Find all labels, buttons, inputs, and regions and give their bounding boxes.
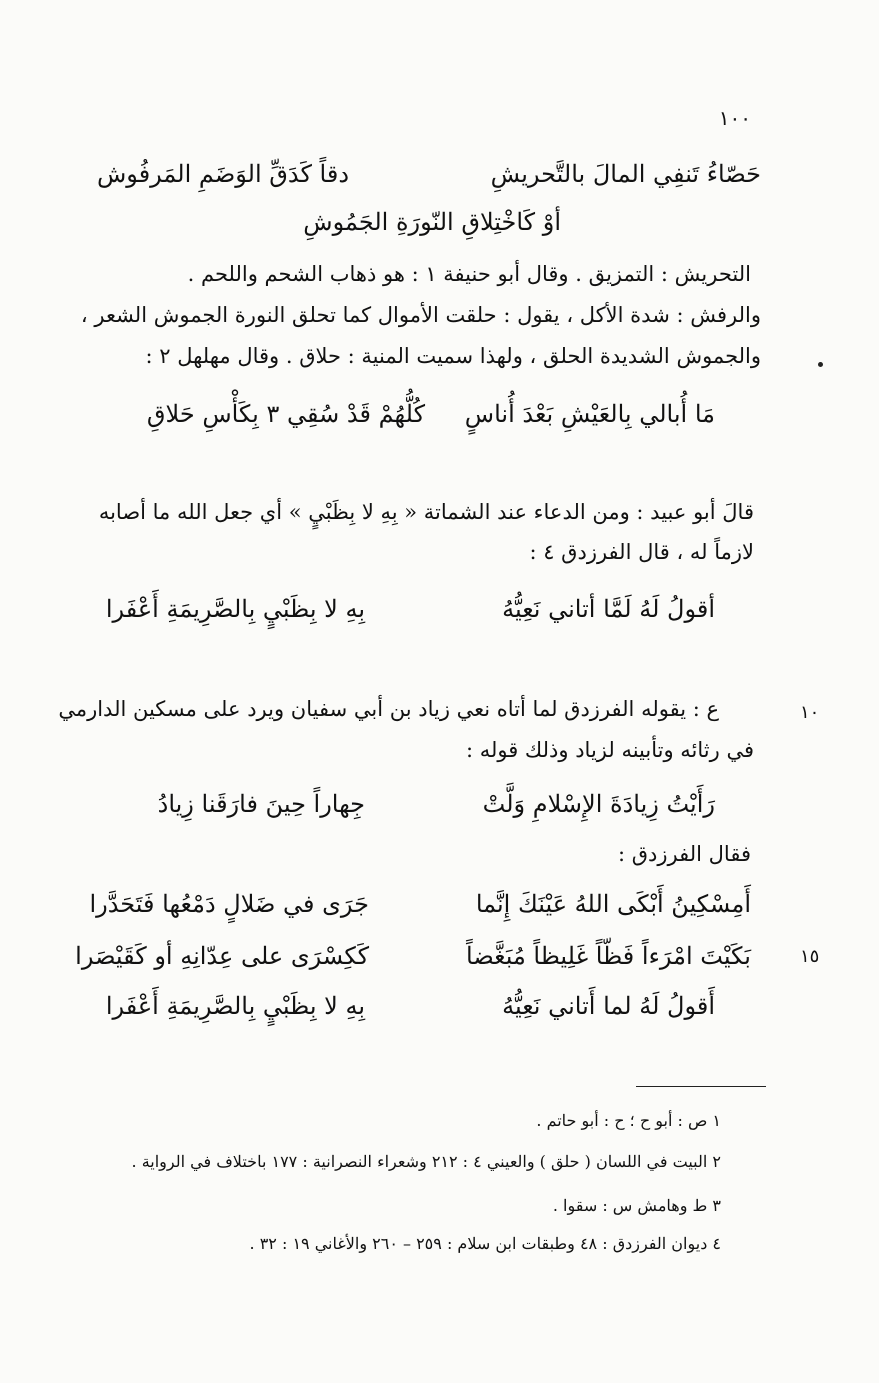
prose3-line1: ع : يقوله الفرزدق لما أتاه نعي زياد بن أبي سفيان ويرد على مسكين الدارمي [58,697,719,721]
footnote-1: ١ ص : أبو ح ؛ ح : أبو حاتم . [536,1111,721,1130]
prose1-line2: والرفش : شدة الأكل ، يقول : حلقت الأموال كما تحلق النورة الجموش الشعر ، [80,303,761,327]
verse5-3-left-hemistich: بِهِ لا بِظَبْيٍ بِالصَّرِيمَةِ أَعْفَرا [105,992,365,1020]
verse2-right-hemistich: مَا أُبالي بِالعَيْشِ بَعْدَ أُناسٍ [464,400,715,428]
verse5-1-left-hemistich: جَرَى في ضَلالٍ دَمْعُها فَتَحَدَّرا [89,890,369,918]
verse3-left-hemistich: بِهِ لا بِظَبْيٍ بِالصَّرِيمَةِ أَعْفَرا [105,595,365,623]
verse4-left-hemistich: جِهاراً حِينَ فارَقَنا زِيادُ [157,790,365,818]
verse5-2-right-hemistich: بَكَيْتَ امْرَءاً فَظّاً غَلِيظاً مُبَغَّضاً [466,942,751,970]
verse1-right-hemistich: حَصّاءُ تَنفِي المالَ بالتَّحريشِ [490,160,761,188]
footnote-3: ٣ ط وهامش س : سقوا . [552,1196,721,1215]
prose3-line2: في رثائه وتأبينه لزياد وذلك قوله : [465,738,754,762]
prose2-line2: لازماً له ، قال الفرزدق ٤ : [529,540,754,564]
verse4-right-hemistich: رَأَيْتُ زِيادَةَ الإِسْلامِ وَلَّتْ [482,790,715,818]
verse5-3-right-hemistich: أَقولُ لَهُ لما أَتاني نَعِيُّهُ [502,992,715,1020]
margin-dot [818,362,823,367]
page-number: ١٠٠ [718,106,751,130]
verse5-2-left-hemistich: كَكِسْرَى على عِدّانِهِ أو كَقَيْصَرا [75,942,369,970]
verse2-left-hemistich: كُلُّهُمْ قَدْ سُقِي ٣ بِكَأْسِ حَلاقِ [146,400,425,428]
prose1-line3: والجموش الشديدة الحلق ، ولهذا سميت المنية : حلاق . وقال مهلهل ٢ : [145,344,761,368]
verse5-1-right-hemistich: أَمِسْكِينُ أَبْكَى اللهُ عَيْنَكَ إِنَّما [475,890,751,918]
verse1-left-hemistich: دقاً كَدَقِّ الوَضَمِ المَرفُوش [97,160,349,188]
prose1-line1: التحريش : التمزيق . وقال أبو حنيفة ١ : هو ذهاب الشحم واللحم . [187,262,751,286]
verse1-line2: أوْ كَاخْتِلاقِ النّورَةِ الجَمُوشِ [303,208,561,236]
footnote-4: ٤ ديوان الفرزدق : ٤٨ وطبقات ابن سلام : ٢٥٩ – ٢٦٠ والأغاني ١٩ : ٣٢ . [249,1234,721,1253]
line-number-10: ١٠ [800,702,820,723]
verse3-right-hemistich: أقولُ لَهُ لَمَّا أتاني نَعِيُّهُ [502,595,715,623]
prose4-line: فقال الفرزدق : [618,842,751,866]
prose2-line1: قالَ أبو عبيد : ومن الدعاء عند الشماتة « بِهِ لا بِظَبْيٍ » أي جعل الله ما أصابه [98,500,754,524]
footnote-2: ٢ البيت في اللسان ( حلق ) والعيني ٤ : ٢١٢ وشعراء النصرانية : ١٧٧ باختلاف في الرواية . [131,1152,721,1171]
line-number-15: ١٥ [800,946,820,967]
footnote-rule [636,1086,766,1087]
